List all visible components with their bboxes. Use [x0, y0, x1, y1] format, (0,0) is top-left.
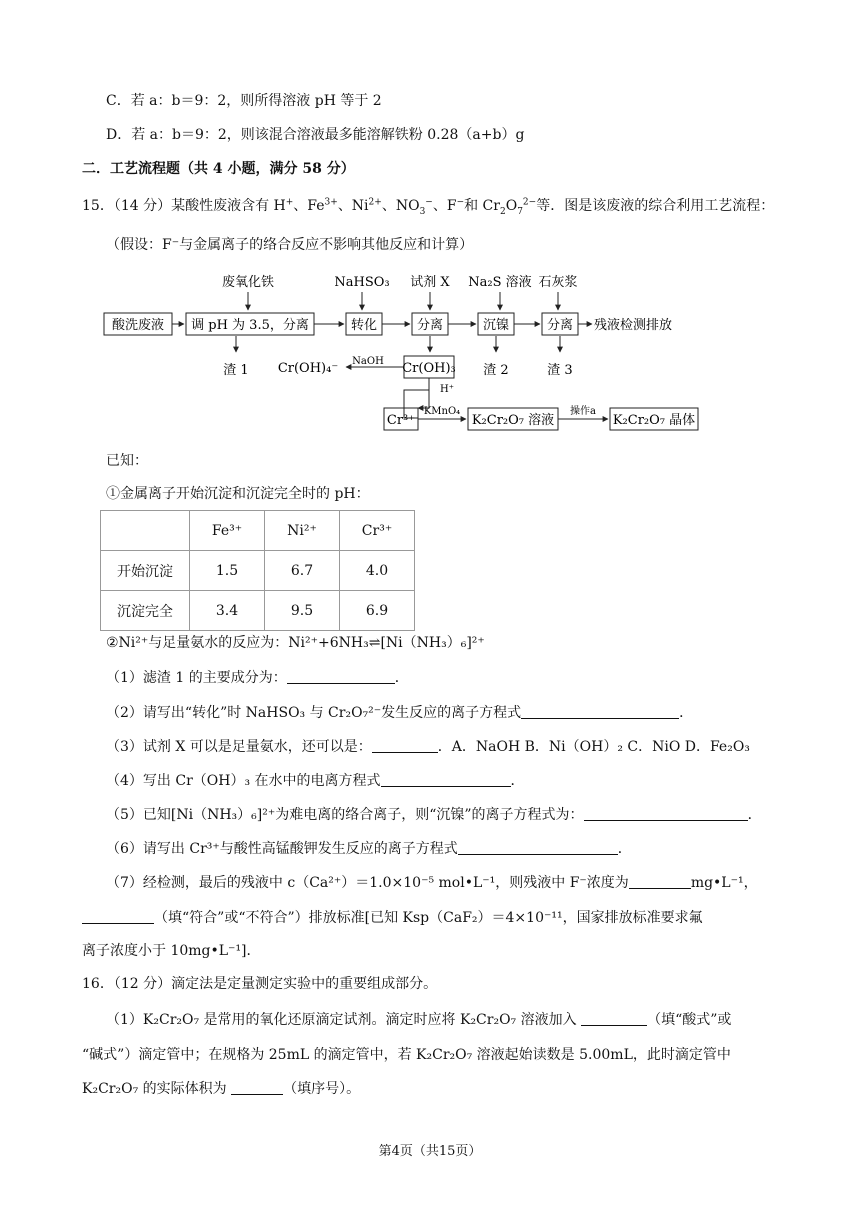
question-text: （1）K₂Cr₂O₇ 是常用的氧化还原滴定试剂。滴定时应将 K₂Cr₂O₇ 溶液加入	[106, 1012, 577, 1028]
answer-blank[interactable]	[584, 806, 748, 821]
question-text: （填“酸式”或	[647, 1012, 732, 1028]
answer-blank[interactable]	[82, 909, 154, 924]
table-header-row	[101, 511, 415, 551]
sub-question-7-cont	[82, 909, 703, 927]
reagent-waste-iron-oxide: 废氧化铁	[221, 275, 275, 290]
q15-part: 15．（14 分）某酸性废液含有 H	[82, 198, 286, 214]
q16-part1	[106, 1011, 731, 1029]
reagent-na2s: Na₂S 溶液	[468, 275, 532, 290]
page-footer: 第4页（共15页）	[378, 1144, 482, 1159]
box-nickel-precip: 沉镍	[482, 318, 510, 333]
table-cell: 4.0	[340, 551, 415, 591]
q15-part: 、NO	[381, 198, 420, 214]
answer-blank[interactable]	[458, 840, 618, 855]
period: ．	[394, 670, 409, 686]
answer-blank[interactable]	[581, 1011, 647, 1026]
q16-part1-cont: “碱式”）滴定管中；在规格为 25mL 的滴定管中，若 K₂Cr₂O₇ 溶液起始读数是 5.00mL，此时滴定管中	[82, 1047, 731, 1063]
question-text: （2）请写出“转化”时 NaHSO₃ 与 Cr₂O₇²⁻发生反应的离子方程式	[106, 705, 522, 721]
known-2: ②Ni²⁺与足量氨水的反应为：Ni²⁺+6NH₃⇌[Ni（NH₃）₆]²⁺	[106, 635, 485, 651]
sub-question-3	[106, 738, 750, 756]
table-header-cell: Ni²⁺	[265, 511, 340, 551]
label-operation-a: 操作a	[570, 406, 596, 417]
table-header-cell: Cr³⁺	[340, 511, 415, 551]
box-cr3: Cr³⁺	[386, 413, 416, 428]
table-cell: 9.5	[265, 591, 340, 631]
slag-1: 渣 1	[223, 363, 249, 378]
q16-part1-end	[82, 1080, 360, 1098]
table-cell: 6.9	[340, 591, 415, 631]
question-text: （5）已知[Ni（NH₃）₆]²⁺为难电离的络合离子，则“沉镍”的离子方程式为：	[106, 807, 584, 823]
table-cell: 开始沉淀	[101, 551, 190, 591]
table-row	[101, 591, 415, 631]
box-separate-2: 分离	[546, 318, 574, 333]
slag-3: 渣 3	[547, 363, 573, 378]
table-header-cell: Fe³⁺	[190, 511, 265, 551]
question-text: （填序号）。	[283, 1081, 361, 1097]
question-text: （4）写出 Cr（OH）₃ 在水中的电离方程式	[106, 773, 381, 789]
question-text: （填“符合”或“不符合”）排放标准[已知 Ksp（CaF₂）＝4×10⁻¹¹，国家排放标准要求氟	[154, 910, 703, 926]
period: ．	[510, 773, 525, 789]
option-d: D．若 a：b＝9：2，则该混合溶液最多能溶解铁粉 0.28（a+b）g	[106, 127, 525, 143]
period: ．	[747, 807, 762, 823]
q15-stem: 15．（14 分）某酸性废液含有 H+、$Fe^{3+}$、$Ni^{2+}$、$NO_3^-$、F−和 $Cr_2O_7^{2-}$等．图是该废液的综合利用工艺流程：	[82, 197, 775, 217]
q15-part: 等．图是该废液的综合利用工艺流程：	[536, 198, 775, 214]
answer-blank[interactable]	[629, 874, 691, 889]
question-text: （6）请写出 Cr³⁺与酸性高锰酸钾发生反应的离子方程式	[106, 841, 458, 857]
sub-question-7	[106, 874, 758, 892]
q15-part: O	[505, 198, 518, 214]
answer-blank[interactable]	[381, 772, 511, 787]
box-acid-waste: 酸洗废液	[111, 318, 165, 333]
reagent-lime: 石灰浆	[538, 275, 578, 290]
box-adjust-ph: 调 pH 为 3.5，分离	[191, 318, 309, 333]
box-k2cr2o7-solution: K₂Cr₂O₇ 溶液	[471, 413, 555, 428]
q15-part: 、F	[432, 198, 457, 214]
options: ．A．NaOH B．Ni（OH）₂ C．NiO D．Fe₂O₃	[437, 739, 750, 755]
sub-question-4	[106, 772, 525, 790]
croh4-ion: Cr(OH)₄⁻	[277, 361, 339, 376]
q15-part: 、Fe	[293, 198, 325, 214]
answer-blank[interactable]	[372, 738, 438, 753]
table-cell: 沉淀完全	[101, 591, 190, 631]
box-separate-1: 分离	[416, 318, 444, 333]
sub-question-5	[106, 806, 762, 824]
q15-note: （假设：F⁻与金属离子的络合反应不影响其他反应和计算）	[106, 237, 474, 253]
box-k2cr2o7-crystal: K₂Cr₂O₇ 晶体	[612, 413, 696, 428]
table-row	[101, 551, 415, 591]
reagent-x: 试剂 X	[410, 275, 450, 290]
option-c: C．若 a：b＝9：2，则所得溶液 pH 等于 2	[106, 93, 382, 109]
label-naoh: NaOH	[352, 356, 384, 367]
table-cell: 3.4	[190, 591, 265, 631]
table-cell: 6.7	[265, 551, 340, 591]
sub-question-2	[106, 704, 693, 722]
period: ．	[679, 705, 694, 721]
residual-discharge: 残液检测排放	[594, 318, 673, 333]
box-croh3: Cr(OH)₃	[402, 361, 456, 376]
answer-blank[interactable]	[231, 1080, 283, 1095]
table-cell: 1.5	[190, 551, 265, 591]
label-kmno4: KMnO₄	[423, 406, 461, 417]
process-flow-diagram	[100, 268, 700, 436]
period: ．	[617, 841, 632, 857]
q15-part: 、Ni	[337, 198, 369, 214]
box-conversion: 转化	[350, 318, 378, 333]
ph-table	[100, 510, 415, 631]
sub-question-6	[106, 840, 632, 858]
question-text: （3）试剂 X 可以是足量氨水，还可以是：	[106, 739, 372, 755]
question-text: K₂Cr₂O₇ 的实际体积为	[82, 1081, 227, 1097]
known-heading: 已知：	[106, 453, 148, 469]
answer-blank[interactable]	[287, 669, 395, 684]
q16-stem: 16．（12 分）滴定法是定量测定实验中的重要组成部分。	[82, 976, 438, 992]
question-text: （1）滤渣 1 的主要成分为：	[106, 670, 287, 686]
sub-question-7-end: 离子浓度小于 10mg•L⁻¹]．	[82, 943, 261, 959]
known-1: ①金属离子开始沉淀和沉淀完全时的 pH：	[106, 486, 370, 502]
unit-text: mg•L⁻¹，	[690, 875, 758, 891]
sub-question-1	[106, 669, 409, 687]
label-hplus: H⁺	[440, 384, 454, 395]
table-header-cell	[101, 511, 190, 551]
slag-2: 渣 2	[483, 363, 509, 378]
q15-part: 和 Cr	[464, 198, 500, 214]
answer-blank[interactable]	[521, 704, 679, 719]
section-heading: 二．工艺流程题（共 4 小题，满分 58 分）	[82, 161, 355, 177]
reagent-nahso3: NaHSO₃	[334, 275, 390, 290]
question-text: （7）经检测，最后的残液中 c（Ca²⁺）＝1.0×10⁻⁵ mol•L⁻¹，则残液中 F⁻浓度为	[106, 875, 629, 891]
